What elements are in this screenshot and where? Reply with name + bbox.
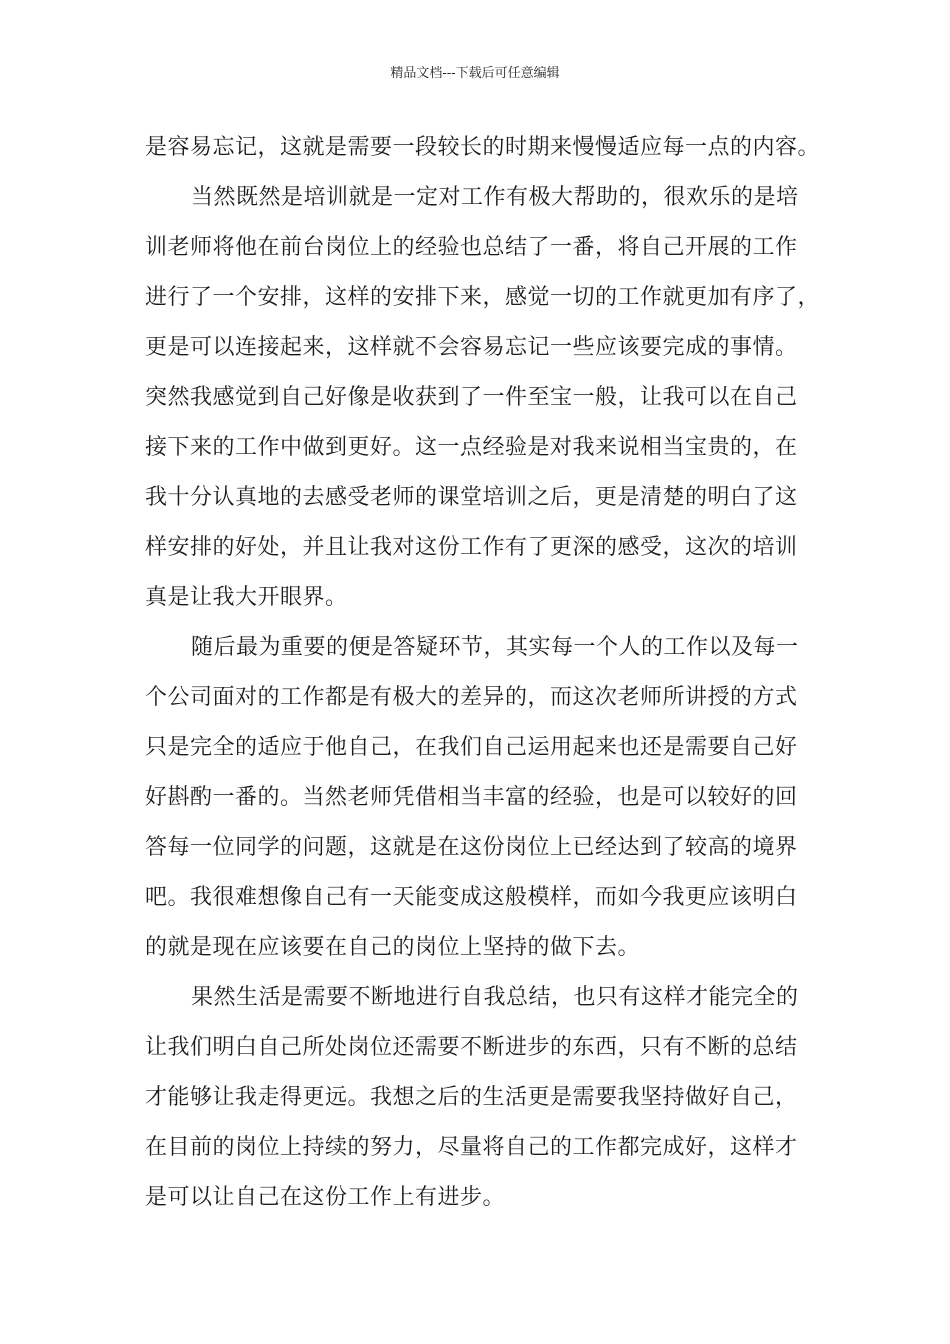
document-body xyxy=(145,123,820,1223)
text-line: 更是可以连接起来，这样就不会容易忘记一些应该要完成的事情。 xyxy=(145,335,798,360)
page-header: 精品文档---下载后可任意编辑 xyxy=(390,66,560,81)
paragraph-first-line: 随后最为重要的便是答疑环节，其实每一个人的工作以及每一 xyxy=(191,635,799,660)
text-line: 训老师将他在前台岗位上的经验也总结了一番，将自己开展的工作 xyxy=(145,235,798,260)
text-line: 吧。我很难想像自己有一天能变成这般模样，而如今我更应该明白 xyxy=(145,885,798,910)
text-line: 接下来的工作中做到更好。这一点经验是对我来说相当宝贵的，在 xyxy=(145,435,798,460)
text-line: 让我们明白自己所处岗位还需要不断进步的东西，只有不断的总结 xyxy=(145,1035,798,1060)
text-line: 进行了一个安排，这样的安排下来，感觉一切的工作就更加有序了， xyxy=(145,285,821,310)
text-line: 真是让我大开眼界。 xyxy=(145,585,348,610)
text-line: 是可以让自己在这份工作上有进步。 xyxy=(145,1185,506,1210)
text-line: 答每一位同学的问题，这就是在这份岗位上已经达到了较高的境界 xyxy=(145,835,798,860)
text-line: 样安排的好处，并且让我对这份工作有了更深的感受，这次的培训 xyxy=(145,535,798,560)
text-line: 只是完全的适应于他自己，在我们自己运用起来也还是需要自己好 xyxy=(145,735,798,760)
text-line: 的就是现在应该要在自己的岗位上坚持的做下去。 xyxy=(145,935,641,960)
paragraph-first-line: 果然生活是需要不断地进行自我总结，也只有这样才能完全的 xyxy=(191,985,799,1010)
text-line: 在目前的岗位上持续的努力，尽量将自己的工作都完成好，这样才 xyxy=(145,1135,798,1160)
text-line: 个公司面对的工作都是有极大的差异的，而这次老师所讲授的方式 xyxy=(145,685,798,710)
text-line: 好斟酌一番的。当然老师凭借相当丰富的经验，也是可以较好的回 xyxy=(145,785,798,810)
text-line: 是容易忘记，这就是需要一段较长的时期来慢慢适应每一点的内容。 xyxy=(145,135,821,160)
text-line: 突然我感觉到自己好像是收获到了一件至宝一般，让我可以在自己 xyxy=(145,385,798,410)
text-line: 我十分认真地的去感受老师的课堂培训之后，更是清楚的明白了这 xyxy=(145,485,798,510)
paragraph-first-line: 当然既然是培训就是一定对工作有极大帮助的，很欢乐的是培 xyxy=(191,185,799,210)
text-line: 才能够让我走得更远。我想之后的生活更是需要我坚持做好自己， xyxy=(145,1085,798,1110)
